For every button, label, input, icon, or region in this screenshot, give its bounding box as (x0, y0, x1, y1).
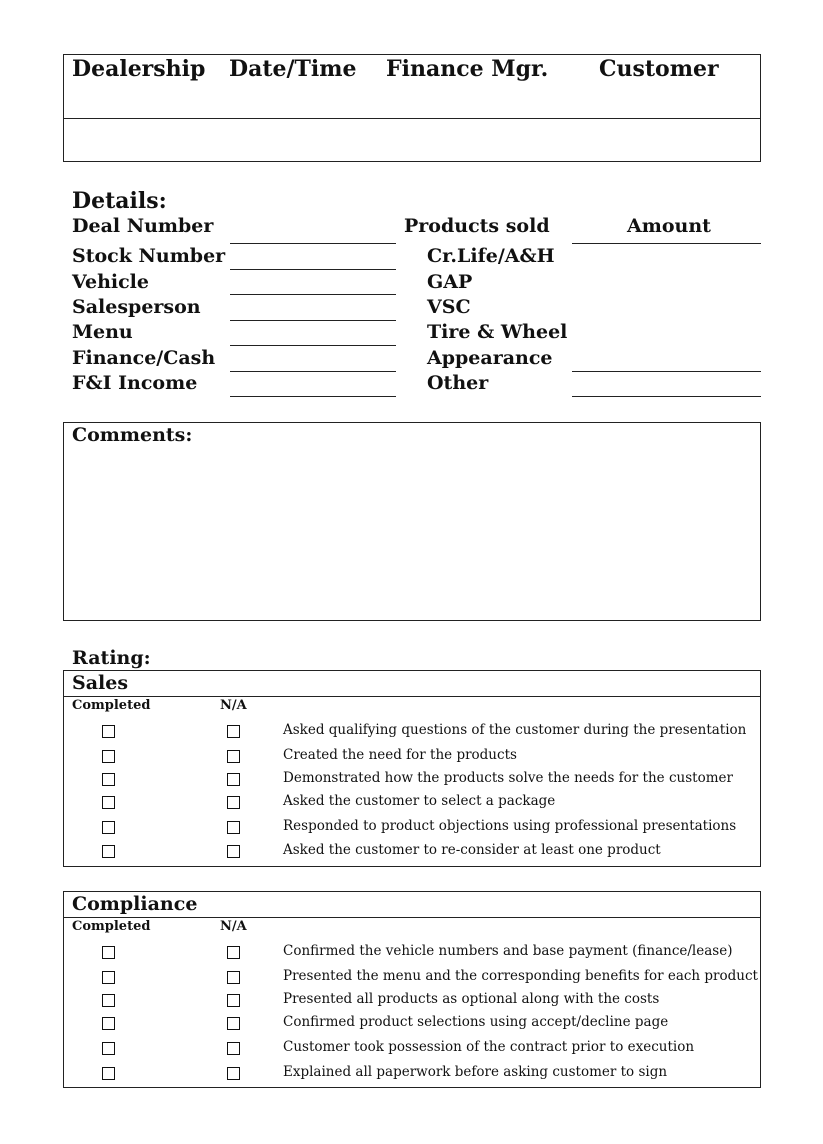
dealership-header: Dealership (72, 56, 206, 82)
amount-header: Amount (627, 215, 711, 237)
sales-item-5: Responded to product objections using professional presentations (283, 818, 737, 834)
deal-number-label: Deal Number (72, 215, 214, 237)
other-amount-line[interactable] (572, 396, 761, 397)
compliance-na-checkbox-6[interactable] (227, 1067, 240, 1080)
sales-completed-checkbox-3[interactable] (102, 773, 115, 786)
product-tire-wheel: Tire & Wheel (427, 321, 568, 343)
sales-title: Sales (72, 672, 129, 694)
rating-title: Rating: (72, 647, 151, 669)
sales-na-checkbox-6[interactable] (227, 845, 240, 858)
sales-completed-checkbox-1[interactable] (102, 725, 115, 738)
compliance-completed-checkbox-1[interactable] (102, 946, 115, 959)
customer-header: Customer (599, 56, 719, 82)
sales-completed-checkbox-6[interactable] (102, 845, 115, 858)
sales-na-checkbox-1[interactable] (227, 725, 240, 738)
sales-section (63, 670, 761, 867)
sales-item-4: Asked the customer to select a package (283, 793, 556, 809)
product-vsc: VSC (427, 296, 471, 318)
finance-cash-line[interactable] (230, 371, 396, 372)
compliance-na-label: N/A (220, 919, 247, 934)
compliance-item-3: Presented all products as optional along with the costs (283, 991, 660, 1007)
stock-number-line[interactable] (230, 269, 396, 270)
compliance-title: Compliance (72, 893, 198, 915)
header-entry-row[interactable] (64, 119, 760, 161)
vehicle-label: Vehicle (72, 271, 149, 293)
sales-item-6: Asked the customer to re-consider at least one product (283, 842, 661, 858)
sales-divider (63, 696, 761, 697)
product-appearance: Appearance (427, 347, 553, 369)
finance-cash-label: Finance/Cash (72, 347, 216, 369)
compliance-na-checkbox-3[interactable] (227, 994, 240, 1007)
compliance-item-2: Presented the menu and the corresponding benefits for each product (283, 968, 758, 984)
compliance-completed-checkbox-5[interactable] (102, 1042, 115, 1055)
compliance-item-6: Explained all paperwork before asking customer to sign (283, 1064, 668, 1080)
sales-completed-checkbox-5[interactable] (102, 821, 115, 834)
product-other: Other (427, 372, 489, 394)
sales-na-label: N/A (220, 698, 247, 713)
menu-line[interactable] (230, 345, 396, 346)
menu-label: Menu (72, 321, 133, 343)
compliance-completed-checkbox-2[interactable] (102, 971, 115, 984)
details-title: Details: (72, 188, 167, 214)
sales-item-1: Asked qualifying questions of the customer during the presentation (283, 722, 747, 738)
products-sold-header: Products sold (404, 215, 550, 237)
comments-box[interactable] (63, 422, 761, 621)
comments-label: Comments: (72, 424, 193, 446)
compliance-completed-label: Completed (72, 919, 151, 934)
appearance-amount-line[interactable] (572, 371, 761, 372)
fi-income-label: F&I Income (72, 372, 198, 394)
salesperson-line[interactable] (230, 320, 396, 321)
sales-item-2: Created the need for the products (283, 747, 517, 763)
sales-na-checkbox-3[interactable] (227, 773, 240, 786)
compliance-na-checkbox-4[interactable] (227, 1017, 240, 1030)
vehicle-line[interactable] (230, 294, 396, 295)
finance-mgr-header: Finance Mgr. (386, 56, 549, 82)
sales-na-checkbox-5[interactable] (227, 821, 240, 834)
sales-completed-checkbox-2[interactable] (102, 750, 115, 763)
sales-na-checkbox-4[interactable] (227, 796, 240, 809)
amount-header-line (572, 243, 761, 244)
compliance-item-4: Confirmed product selections using accept/decline page (283, 1014, 669, 1030)
date-time-header: Date/Time (229, 56, 357, 82)
stock-number-label: Stock Number (72, 245, 226, 267)
sales-na-checkbox-2[interactable] (227, 750, 240, 763)
sales-completed-checkbox-4[interactable] (102, 796, 115, 809)
compliance-na-checkbox-1[interactable] (227, 946, 240, 959)
compliance-item-5: Customer took possession of the contract prior to execution (283, 1039, 695, 1055)
compliance-na-checkbox-5[interactable] (227, 1042, 240, 1055)
sales-completed-label: Completed (72, 698, 151, 713)
compliance-completed-checkbox-4[interactable] (102, 1017, 115, 1030)
compliance-divider (63, 917, 761, 918)
deal-number-line[interactable] (230, 243, 396, 244)
sales-item-3: Demonstrated how the products solve the needs for the customer (283, 770, 733, 786)
product-gap: GAP (427, 271, 473, 293)
compliance-section (63, 891, 761, 1088)
compliance-na-checkbox-2[interactable] (227, 971, 240, 984)
salesperson-label: Salesperson (72, 296, 201, 318)
fi-income-line[interactable] (230, 396, 396, 397)
product-cr-life: Cr.Life/A&H (427, 245, 555, 267)
compliance-item-1: Confirmed the vehicle numbers and base payment (finance/lease) (283, 943, 733, 959)
compliance-completed-checkbox-3[interactable] (102, 994, 115, 1007)
compliance-completed-checkbox-6[interactable] (102, 1067, 115, 1080)
